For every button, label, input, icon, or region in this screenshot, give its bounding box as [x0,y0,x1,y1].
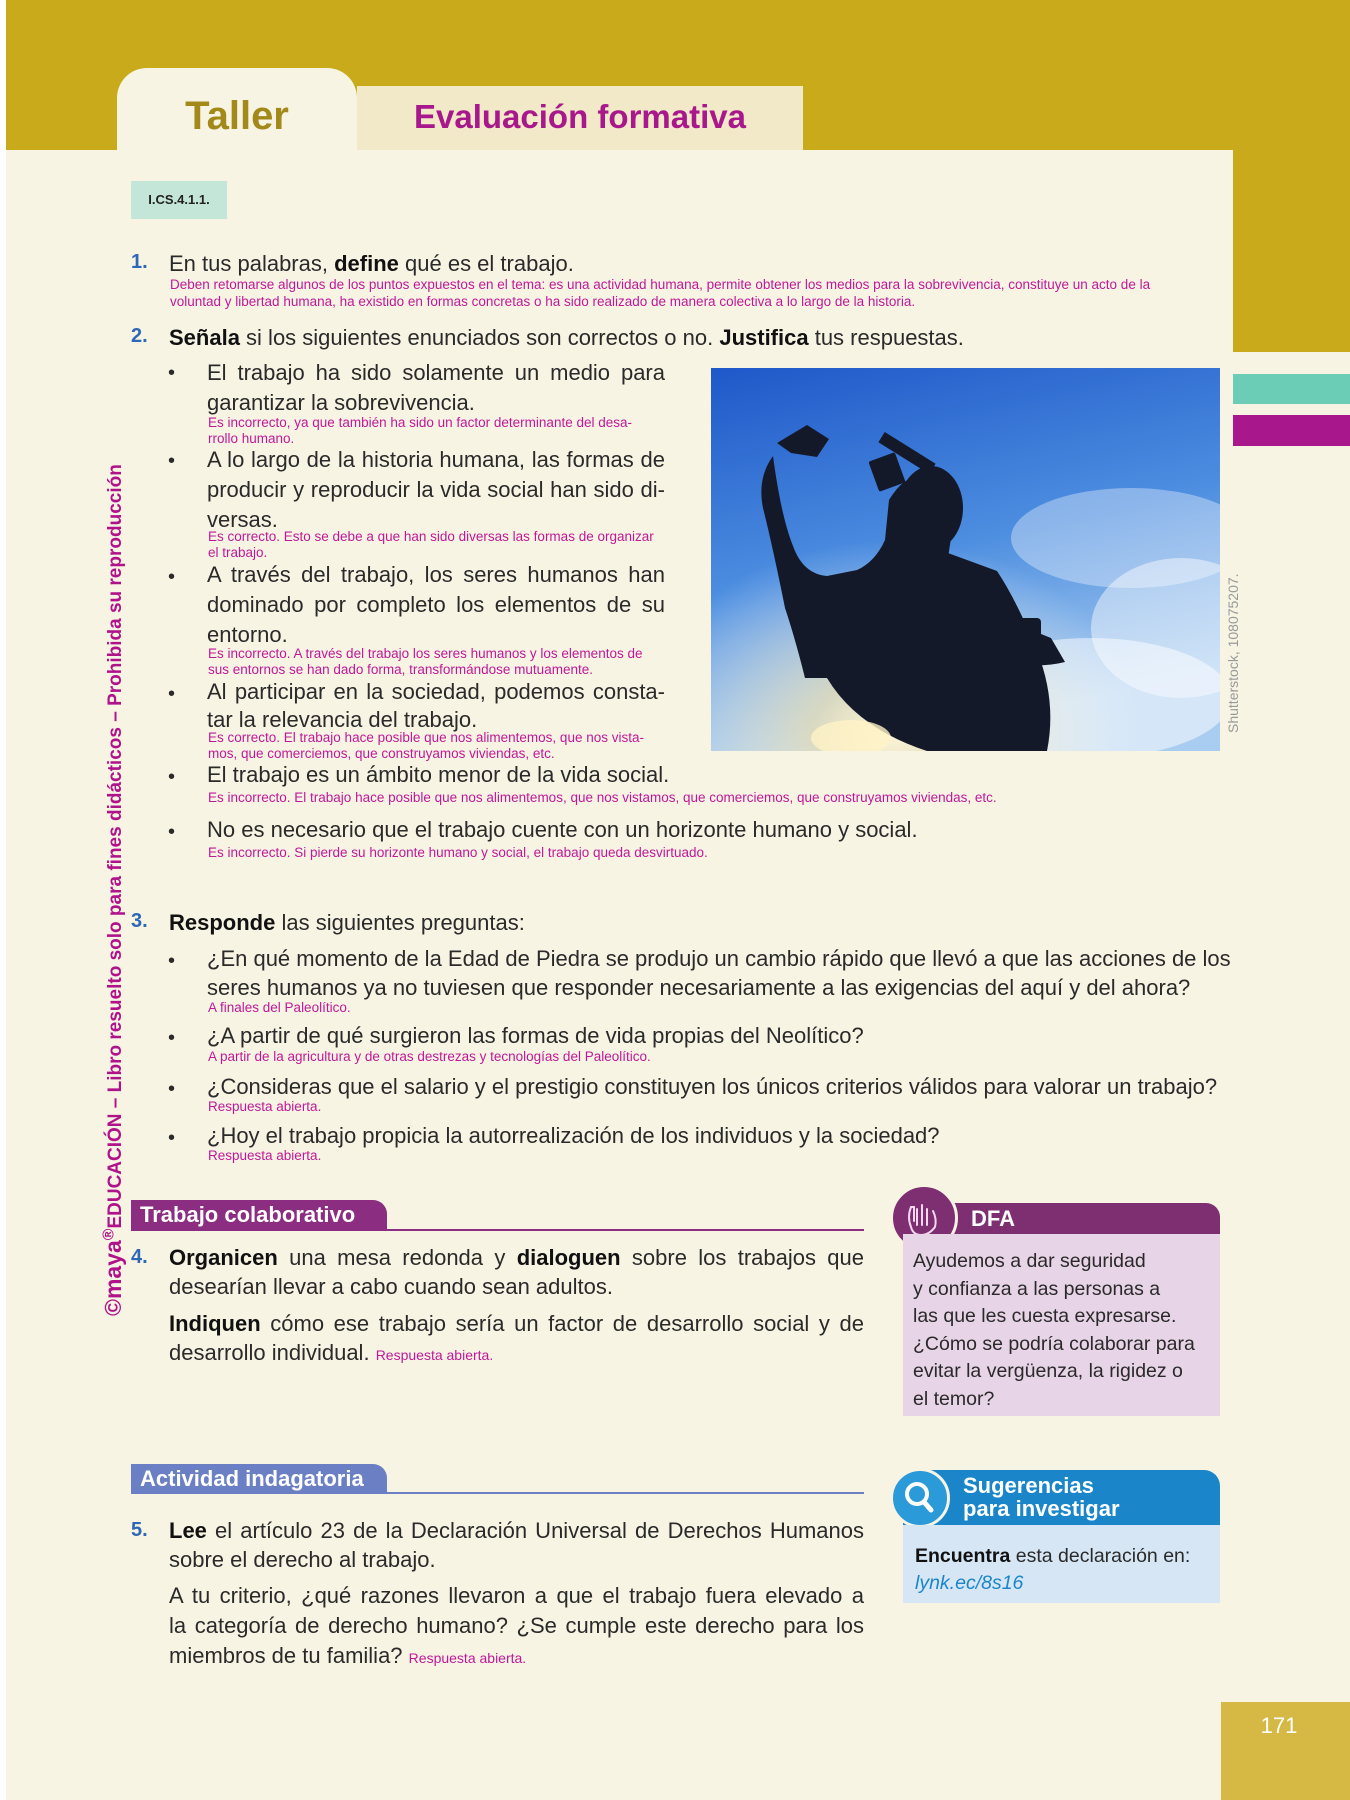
q3-item1-line2: seres humanos ya no tuviesen que responder necesariamente a las exigencias del aquí y del ahora? [207,975,1191,1000]
suggestions-title-line2: para investigar [963,1496,1120,1521]
q2-item3-line3: entorno. [207,622,288,647]
q1-answer-line2: voluntad y libertad humana, ha existido en formas concretas o ha sido realizado de manera colectiva a lo largo de la historia. [170,294,916,309]
bullet-icon: • [168,950,176,972]
q2-item1-answer2: rrollo humano. [208,431,295,446]
q2-item3-line1: A través del trabajo, los seres humanos han [207,562,665,587]
magnifier-icon-circle [890,1468,950,1528]
q2-item2-line2: producir y reproducir la vida social han sido di- [207,477,665,502]
inquiry-divider [131,1492,864,1494]
bullet-icon: • [168,362,176,384]
q2-item5-answer: Es incorrecto. El trabajo hace posible que nos alimentemos, que nos vistamos, que comerciemos, que construyamos viviendas, etc. [208,790,997,805]
dfa-title: DFA [971,1206,1015,1231]
dfa-line: ¿Cómo se podría colaborar para [913,1332,1195,1355]
q2-item2-answer2: el trabajo. [208,545,268,560]
suggestions-bold: Encuentra [915,1545,1011,1567]
q1-bold: define [334,251,399,276]
q3-item2-line1: ¿A partir de qué surgieron las formas de vida propias del Neolítico? [207,1023,864,1048]
q2-item3-answer1: Es incorrecto. A través del trabajo los seres humanos y los elementos de [208,646,643,661]
q3-item4-line1: ¿Hoy el trabajo propicia la autorrealización de los individuos y la sociedad? [207,1123,940,1148]
dfa-line: el temor? [913,1387,995,1410]
brand-logo: ©maya [100,1240,126,1316]
q5-p2-line1: A tu criterio, ¿qué razones llevaron a que el trabajo fuera elevado a [169,1583,864,1608]
right-band [1233,0,1350,352]
q2-item3-answer2: sus entornos se han dado forma, transformándose mutuamente. [208,662,593,677]
collab-section-label: Trabajo colaborativo [131,1200,387,1230]
q2-item2-answer1: Es correcto. Esto se debe a que han sido diversas las formas de organizar [208,529,654,544]
q3-item2-answer: A partir de la agricultura y de otras destrezas y tecnologías del Paleolítico. [208,1049,651,1064]
statue-illustration [711,368,1220,751]
q2-item4-line1: Al participar en la sociedad, podemos consta- [207,679,665,704]
bullet-icon: • [168,450,176,472]
q4-number: 4. [131,1246,148,1268]
q1-text [169,251,574,277]
q2-item4-answer1: Es correcto. El trabajo hace posible que nos alimentemos, que nos vista- [208,730,644,745]
q2-post: tus respuestas. [808,325,964,350]
trademark: ® [100,1228,118,1241]
q1-number: 1. [131,251,148,273]
q4-p2-bold: Indiquen [169,1311,261,1336]
dfa-line: y confianza a las personas a [913,1277,1161,1300]
suggestions-title-line1: Sugerencias [963,1473,1094,1498]
dfa-line: las que les cuesta expresarse. [913,1305,1177,1327]
q2-item6-line1: No es necesario que el trabajo cuente con un horizonte humano y social. [207,817,918,842]
q5-bold: Lee [169,1518,207,1543]
suggestions-link[interactable]: lynk.ec/8s16 [915,1572,1024,1594]
indicator-badge: I.CS.4.1.1. [131,181,227,219]
q2-item1-line2: garantizar la sobrevivencia. [207,390,475,415]
q5-line1 [169,1518,864,1544]
bullet-icon: • [168,1027,176,1049]
q2-item3-line2: dominado por completo los elementos de su [207,592,665,617]
q3-post: las siguientes preguntas: [275,910,525,935]
q1-post: qué es el trabajo. [398,251,574,276]
q3-item1-line1: ¿En qué momento de la Edad de Piedra se produjo un cambio rápido que llevó a que las acciones de los [207,946,1231,971]
q4-p2-line2-text: desarrollo individual. [169,1340,370,1365]
q4-line2: desearían llevar a cabo cuando sean adultos. [169,1274,613,1299]
magnifier-icon [893,1471,947,1525]
q2-number: 2. [131,325,148,347]
dfa-line: evitar la vergüenza, la rigidez o [913,1360,1183,1382]
q2-item2-line1: A lo largo de la historia humana, las formas de [207,447,665,472]
bullet-icon: • [168,566,176,588]
q2-bold1: Señala [169,325,240,350]
dfa-text [913,1248,1195,1413]
q3-item1-answer: A finales del Paleolítico. [208,1000,351,1015]
q5-p2-line2: la categoría de derecho humano? ¿Se cumple este derecho para los [169,1613,864,1638]
q1-pre: En tus palabras, [169,251,335,276]
q2-item1-answer1: Es incorrecto, ya que también ha sido un factor determinante del desa- [208,415,632,430]
q2-item2-line3: versas. [207,507,278,532]
q2-item5-line1: El trabajo es un ámbito menor de la vida social. [207,762,670,787]
q2-mid: si los siguientes enunciados son correctos o no. [239,325,720,350]
q5-answer: Respuesta abierta. [408,1650,527,1666]
side-tab-magenta[interactable] [1233,415,1350,446]
q4-p2-line1 [169,1311,864,1337]
page-title: Evaluación formativa [414,98,746,135]
q4-p2-post: cómo ese trabajo sería un factor de desarrollo social y de [260,1311,864,1336]
q3-bold: Responde [169,910,276,935]
q5-line2: sobre el derecho al trabajo. [169,1547,436,1572]
page-number: 171 [1260,1713,1298,1738]
q1-answer-line1: Deben retomarse algunos de los puntos expuestos en el tema: es una actividad humana, permite obtener los medios para la sobrevivencia, constituye un acto de la [170,277,1151,292]
side-tab-teal[interactable] [1233,374,1350,404]
q5-number: 5. [131,1519,148,1541]
bullet-icon: • [168,683,176,705]
q3-text [169,910,525,936]
inquiry-section-label: Actividad indagatoria [131,1464,387,1494]
q3-item3-answer: Respuesta abierta. [208,1099,322,1114]
q4-bold2: dialoguen [516,1245,621,1270]
q2-item4-answer2: mos, que comerciemos, que construyamos viviendas, etc. [208,746,555,761]
taller-label: Taller [185,94,289,138]
suggestions-text [915,1543,1190,1597]
q2-item1-line1: El trabajo ha sido solamente un medio para [207,360,665,385]
copyright-text: EDUCACIÓN – Libro resuelto solo para fines didácticos – Prohibida su reproducción [105,464,126,1229]
q5-p2-line3 [169,1643,526,1669]
suggestions-title [963,1474,1120,1520]
bullet-icon: • [168,1127,176,1149]
collab-divider [131,1229,864,1231]
q4-bold1: Organicen [169,1245,278,1270]
bullet-icon: • [168,821,176,843]
q4-line1 [169,1245,864,1271]
q3-number: 3. [131,910,148,932]
q3-item4-answer: Respuesta abierta. [208,1148,322,1163]
photo-credit: Shutterstock, 108075207. [1225,573,1241,733]
q2-text [169,325,964,351]
q5-line1-post: el artículo 23 de la Declaración Universal de Derechos Humanos [206,1518,864,1543]
bullet-icon: • [168,766,176,788]
q2-bold2: Justifica [719,325,809,350]
q5-p2-line3-text: miembros de tu familia? [169,1643,403,1668]
sidebar-copyright [100,464,127,1316]
suggestions-text-post: esta declaración en: [1010,1545,1191,1567]
statue-photo [711,368,1220,751]
q4-mid: una mesa redonda y [277,1245,517,1270]
q4-answer: Respuesta abierta. [375,1347,494,1363]
dfa-line: Ayudemos a dar seguridad [913,1250,1146,1272]
q2-item6-answer: Es incorrecto. Si pierde su horizonte humano y social, el trabajo queda desvirtuado. [208,845,708,860]
bullet-icon: • [168,1078,176,1100]
q4-line1-post: sobre los trabajos que [620,1245,865,1270]
q3-item3-line1: ¿Consideras que el salario y el prestigio constituyen los únicos criterios válidos para valorar un trabajo? [207,1074,1218,1099]
q4-p2-line2 [169,1340,493,1366]
q2-item4-line2: tar la relevancia del trabajo. [207,707,478,732]
